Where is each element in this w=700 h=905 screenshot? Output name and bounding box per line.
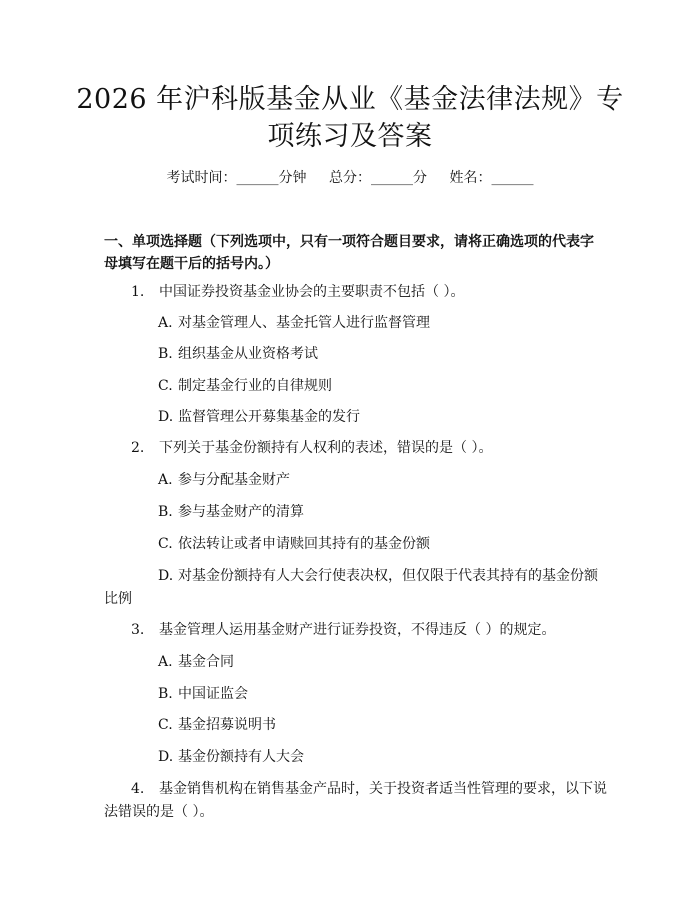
option-text: 对基金份额持有人大会行使表决权，但仅限于代表其持有的基金份额 — [178, 568, 598, 584]
option-letter: D. — [158, 568, 174, 584]
question-text: 中国证券投资基金业协会的主要职责不包括（ ）。 — [159, 284, 465, 300]
document-title-line2: 项练习及答案 — [267, 121, 433, 152]
exam-score: 总分：______分 — [329, 170, 427, 186]
option-text: 基金份额持有人大会 — [178, 749, 304, 765]
question-text: 基金管理人运用基金财产进行证券投资，不得违反（ ）的规定。 — [159, 622, 556, 638]
option-letter: C. — [158, 378, 173, 394]
option-text: 参与分配基金财产 — [178, 472, 290, 488]
question-2-option-b — [158, 501, 304, 523]
exam-name: 姓名：______ — [449, 170, 534, 186]
option-text: 监督管理公开募集基金的发行 — [178, 409, 360, 425]
option-letter: B. — [158, 686, 173, 702]
question-2-option-a — [158, 469, 290, 491]
section-heading-line1: 一、单项选择题（下列选项中，只有一项符合题目要求，请将正确选项的代表字 — [104, 234, 594, 250]
option-text: 参与基金财产的清算 — [178, 504, 304, 520]
question-1-option-c — [158, 375, 332, 397]
option-letter: C. — [158, 717, 173, 733]
question-3-option-d — [158, 746, 304, 768]
question-number: 1. — [131, 284, 145, 300]
option-letter: D. — [158, 409, 174, 425]
option-text: 制定基金行业的自律规则 — [178, 378, 332, 394]
option-text: 中国证监会 — [178, 686, 248, 702]
option-letter: D. — [158, 749, 174, 765]
document-title-line1: 2026 年沪科版基金从业《基金法律法规》专 — [76, 84, 624, 115]
question-3-option-b — [158, 683, 248, 705]
option-letter: B. — [158, 504, 173, 520]
question-1-option-a — [158, 312, 430, 334]
question-2 — [131, 437, 492, 459]
question-2-option-d — [158, 565, 598, 587]
section-heading-line2: 母填写在题干后的括号内。） — [104, 256, 279, 272]
question-1 — [131, 281, 464, 303]
option-text: 基金招募说明书 — [178, 717, 276, 733]
question-4-continuation: 法错误的是（ ）。 — [104, 804, 214, 820]
question-1-option-d — [158, 406, 360, 428]
question-1-option-b — [158, 343, 318, 365]
question-3 — [131, 619, 555, 641]
question-3-option-c — [158, 714, 276, 736]
question-4 — [131, 778, 607, 800]
option-letter: A. — [158, 472, 173, 488]
question-number: 4. — [131, 781, 145, 797]
option-letter: A. — [158, 654, 173, 670]
exam-meta — [0, 168, 700, 188]
option-text: 依法转让或者申请赎回其持有的基金份额 — [178, 536, 430, 552]
question-3-option-a — [158, 651, 234, 673]
option-text: 对基金管理人、基金托管人进行监督管理 — [178, 315, 430, 331]
exam-time: 考试时间：______分钟 — [166, 170, 307, 186]
question-text: 基金销售机构在销售基金产品时，关于投资者适当性管理的要求，以下说 — [159, 781, 607, 797]
option-letter: A. — [158, 315, 173, 331]
question-2-option-c — [158, 533, 430, 555]
option-letter: B. — [158, 346, 173, 362]
question-number: 2. — [131, 440, 145, 456]
question-number: 3. — [131, 622, 145, 638]
question-text: 下列关于基金份额持有人权利的表述，错误的是（ ）。 — [159, 440, 493, 456]
option-letter: C. — [158, 536, 173, 552]
option-text: 基金合同 — [178, 654, 234, 670]
option-text: 组织基金从业资格考试 — [178, 346, 318, 362]
question-2-option-d-continuation: 比例 — [104, 591, 132, 607]
